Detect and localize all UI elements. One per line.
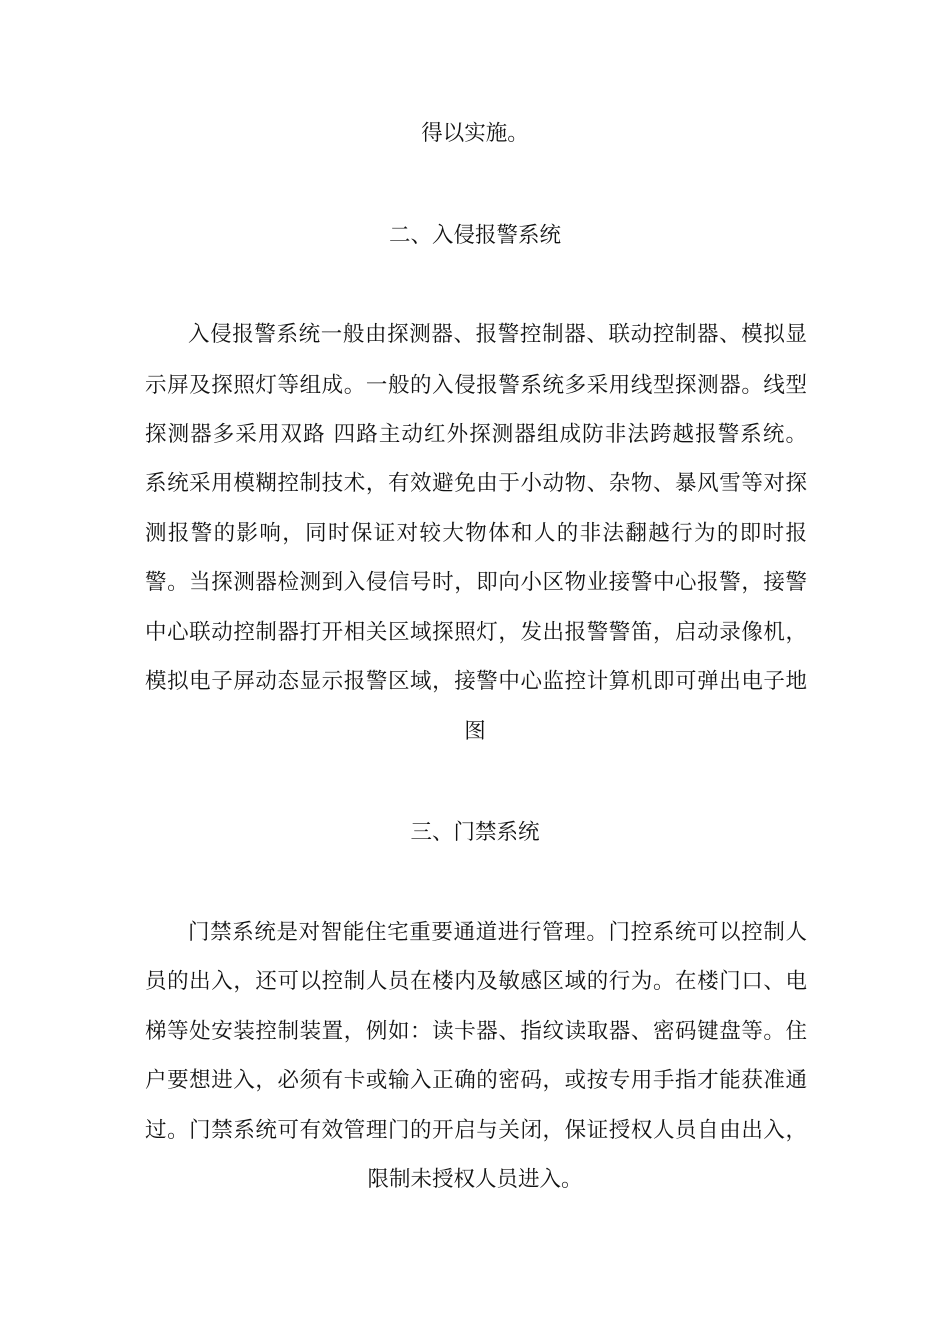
paragraph-line: 示屏及探照灯等组成。一般的入侵报警系统多采用线型探测器。线型 [145,373,807,398]
paragraph-line: 系统采用模糊控制技术，有效避免由于小动物、杂物、暴风雪等对探 [145,471,807,496]
paragraph-line: 门禁系统是对智能住宅重要通道进行管理。门控系统可以控制人 [188,920,807,945]
paragraph-line: 图 [464,719,486,744]
paragraph-line: 限制未授权人员进入。 [367,1167,583,1192]
paragraph-line: 入侵报警系统一般由探测器、报警控制器、联动控制器、模拟显 [188,322,807,347]
section-heading-access-control: 三、门禁系统 [410,820,540,845]
paragraph-line: 员的出入，还可以控制人员在楼内及敏感区域的行为。在楼门口、电 [145,969,807,994]
paragraph-line: 模拟电子屏动态显示报警区域，接警中心监控计算机即可弹出电子地 [145,669,807,694]
section-heading-intrusion-alarm: 二、入侵报警系统 [388,223,561,248]
paragraph-line: 中心联动控制器打开相关区域探照灯，发出报警警笛，启动录像机， [145,620,807,645]
paragraph-line: 测报警的影响，同时保证对较大物体和人的非法翻越行为的即时报 [145,521,807,546]
paragraph-line: 过。门禁系统可有效管理门的开启与关闭，保证授权人员自由出入， [145,1118,807,1143]
paragraph-line: 户要想进入，必须有卡或输入正确的密码，或按专用手指才能获准通 [145,1068,807,1093]
continuation-text: 得以实施。 [421,121,529,146]
paragraph-line: 警。当探测器检测到入侵信号时，即向小区物业接警中心报警，接警 [145,570,807,595]
paragraph-line: 探测器多采用双路 四路主动红外探测器组成防非法跨越报警系统。 [145,422,807,447]
paragraph-line: 梯等处安装控制装置，例如：读卡器、指纹读取器、密码键盘等。住 [145,1019,807,1044]
